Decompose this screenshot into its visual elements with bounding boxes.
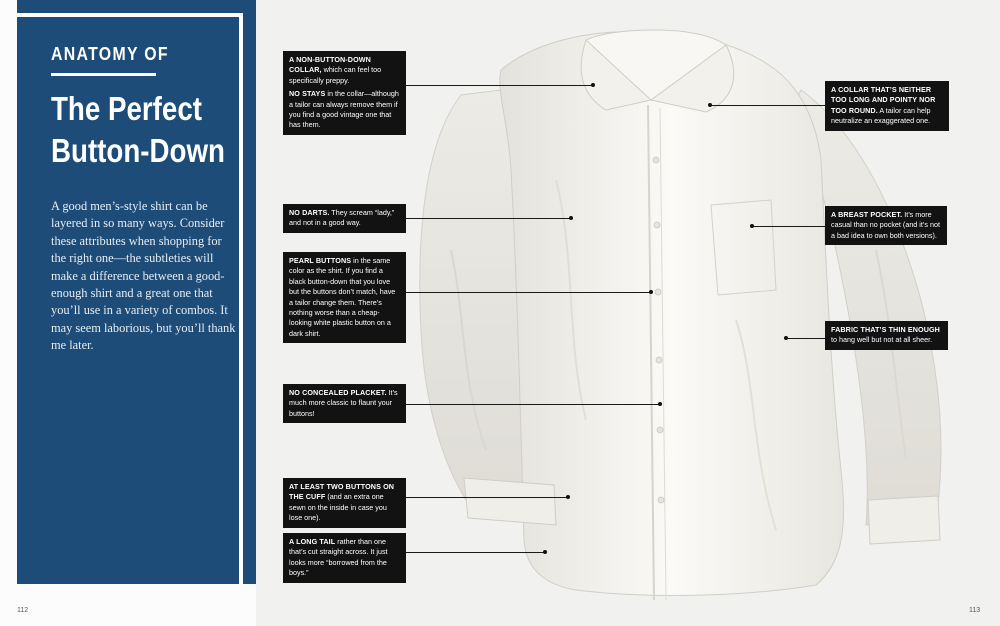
leader-dot-collar-shape bbox=[708, 103, 712, 107]
frame-rule-top bbox=[17, 13, 243, 17]
page-number-right: 113 bbox=[969, 607, 981, 614]
callout-fabric-lead: FABRIC THAT’S THIN ENOUGH bbox=[831, 325, 940, 334]
leader-pearl-buttons bbox=[406, 292, 651, 293]
callout-pocket-text bbox=[831, 210, 941, 241]
callout-cuff-rest: (and an extra one sewn on the inside in case you lose one). bbox=[289, 492, 387, 523]
callout-collar-text bbox=[289, 55, 400, 86]
callout-placket-rest: It’s much more classic to flaunt your buttons! bbox=[289, 388, 398, 418]
callout-pocket-lead: A BREAST POCKET. bbox=[831, 210, 903, 219]
callout-collar-shape bbox=[825, 81, 949, 131]
callout-pearl-buttons bbox=[283, 252, 406, 343]
page-title bbox=[51, 88, 225, 172]
leader-dot-long-tail bbox=[543, 550, 547, 554]
callout-tail-lead: A LONG TAIL bbox=[289, 537, 336, 546]
callout-cuff-lead: AT LEAST TWO BUTTONS ON THE CUFF bbox=[289, 482, 395, 502]
callout-fabric-text bbox=[831, 325, 942, 346]
callout-fabric-rest: to hang well but not at all sheer. bbox=[831, 335, 933, 345]
leader-cuff bbox=[406, 497, 568, 498]
frame-rule-side bbox=[239, 13, 243, 584]
callout-collar-shape-rest: A tailor can help neutralize an exaggerated one. bbox=[831, 105, 931, 126]
leader-no-darts bbox=[406, 218, 571, 219]
callout-stays-rest: in the collar—although a tailor can always remove them if you find a good vintage one that has them. bbox=[289, 89, 399, 130]
callout-collar-shape-lead: A COLLAR THAT’S NEITHER TOO LONG AND POINTY NOR TOO ROUND. bbox=[831, 85, 936, 115]
leader-dot-fabric bbox=[784, 336, 788, 340]
callout-darts-lead: NO DARTS. bbox=[289, 208, 330, 217]
leader-long-tail bbox=[406, 552, 545, 553]
callout-darts-rest: They scream “lady,” and not in a good way. bbox=[289, 208, 395, 228]
callout-stays-lead: NO STAYS bbox=[289, 89, 326, 99]
page-number-left: 112 bbox=[17, 607, 29, 614]
callout-darts-text bbox=[289, 208, 400, 229]
callout-placket bbox=[283, 384, 406, 423]
callout-collar-rest: which can feel too specifically preppy. bbox=[289, 65, 382, 85]
leader-dot-no-darts bbox=[569, 216, 573, 220]
leader-dot-placket bbox=[658, 402, 662, 406]
callout-no-darts bbox=[283, 204, 406, 233]
leader-dot-collar-stays bbox=[591, 83, 595, 87]
callout-collar-stays bbox=[283, 51, 406, 135]
title-line-1: The Perfect bbox=[51, 90, 202, 127]
callout-buttons-rest: in the same color as the shirt. If you find a black button-down that you love but the buttons don’t match, have a tailor change them. There’s nothing worse than a cheap-looking white plastic button on a dark shirt. bbox=[289, 256, 396, 338]
callout-placket-lead: NO CONCEALED PLACKET. bbox=[289, 388, 387, 397]
leader-collar-shape bbox=[710, 105, 825, 106]
callout-placket-text bbox=[289, 388, 400, 419]
callout-breast-pocket bbox=[825, 206, 947, 245]
callout-stays-text bbox=[289, 89, 400, 131]
callout-cuff bbox=[283, 478, 406, 528]
leader-fabric bbox=[786, 338, 825, 339]
leader-breast-pocket bbox=[752, 226, 825, 227]
leader-dot-breast-pocket bbox=[750, 224, 754, 228]
kicker-underline bbox=[51, 73, 156, 76]
callout-pocket-rest: It’s more casual than no pocket (and it’s not a bad idea to own both versions). bbox=[831, 210, 940, 240]
intro-paragraph: A good men’s-style shirt can be layered in so many ways. Consider these attributes when shopping for the right one—the subtleties will make a difference between a good-enough shirt and a great one that you’ll use in a variety of combos. It may seem laborious, but you’ll thank me later. bbox=[51, 199, 236, 353]
kicker-heading: ANATOMY OF bbox=[51, 44, 169, 64]
leader-dot-pearl-buttons bbox=[649, 290, 653, 294]
callout-collar-shape-text bbox=[831, 85, 943, 127]
title-line-2: Button-Down bbox=[51, 132, 225, 169]
callout-long-tail bbox=[283, 533, 406, 583]
callout-buttons-text bbox=[289, 256, 400, 339]
left-page bbox=[0, 0, 256, 626]
callout-tail-rest: rather than one that’s cut straight across. It just looks more “borrowed from the boys.” bbox=[289, 537, 388, 578]
leader-collar-stays bbox=[406, 85, 592, 86]
leader-placket bbox=[406, 404, 660, 405]
callout-collar-lead: A NON-BUTTON-DOWN COLLAR, bbox=[289, 55, 371, 75]
callout-fabric bbox=[825, 321, 948, 350]
callout-buttons-lead: PEARL BUTTONS bbox=[289, 256, 352, 265]
callout-tail-text bbox=[289, 537, 400, 579]
callout-cuff-text bbox=[289, 482, 400, 524]
leader-dot-cuff bbox=[566, 495, 570, 499]
shirt-photo bbox=[256, 0, 1000, 626]
